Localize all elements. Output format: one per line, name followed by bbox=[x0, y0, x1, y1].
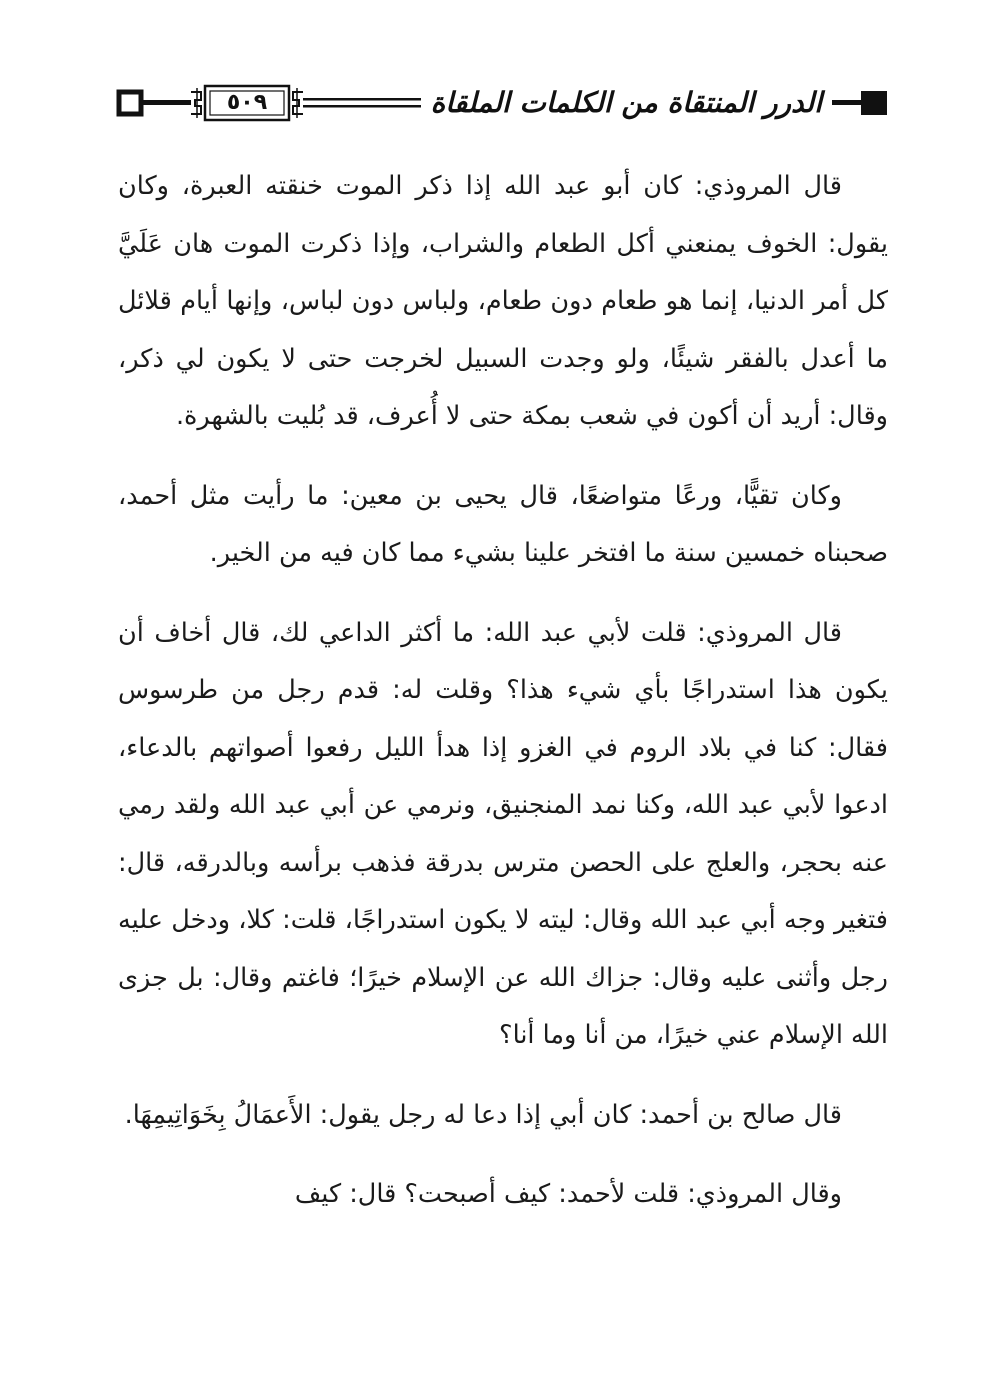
paragraph: قال المروذي: كان أبو عبد الله إذا ذكر الموت خنقته العبرة، وكان يقول: الخوف يمنعني أكل الطعام والشراب، وإذا ذكرت الموت هان عَلَيَّ كل أمر الدنيا، إنما هو طعام دون طعام، ولباس دون لباس، وإنها أيام قلائل ما أعدل بالفقر شيئًا، ولو وجدت السبيل لخرجت حتى لا يكون لي ذكر، وقال: أريد أن أكون في شعب بمكة حتى لا أُعرف، قد بُليت بالشهرة. bbox=[118, 171, 888, 431]
page-header bbox=[115, 78, 890, 128]
paragraph: قال صالح بن أحمد: كان أبي إذا دعا له رجل يقول: الأَعمَالُ بِخَوَاتِيمِهَا. bbox=[124, 1099, 842, 1130]
paragraph: قال المروذي: قلت لأبي عبد الله: ما أكثر الداعي لك، قال أخاف أن يكون هذا استدراجًا بأي شيء هذا؟ وقلت له: قدم رجل من طرسوس فقال: كنا في بلاد الروم في الغزو إذا هدأ الليل رفعوا أصواتهم بالدعاء، ادعوا لأبي عبد الله، وكنا نمد المنجنيق، ونرمي عن أبي عبد الله ولقد رمي عنه بحجر، والعلج على الحصن مترس بدرقة فذهب برأسه وبالدرقه، قال: فتغير وجه أبي عبد الله وقال: ليته لا يكون استدراجًا، قلت: كلا، ودخل عليه رجل وأثنى عليه وقال: جزاك الله عن الإسلام خيرًا؛ فاغتم وقال: بل جزى الله الإسلام عني خيرًا، من أنا وما أنا؟ bbox=[118, 617, 888, 1050]
page-body bbox=[118, 158, 888, 1246]
paragraph: وكان تقيًّا، ورعًا متواضعًا، قال يحيى بن معين: ما رأيت مثل أحمد، صحبناه خمسين سنة ما افتخر علينا بشيء مما كان فيه من الخير. bbox=[118, 480, 888, 568]
paragraph: وقال المروذي: قلت لأحمد: كيف أصبحت؟ قال: كيف bbox=[294, 1179, 842, 1209]
running-title: الدرر المنتقاة من الكلمات الملقاة bbox=[421, 78, 832, 128]
page-number: ٥٠٩ bbox=[226, 90, 268, 115]
